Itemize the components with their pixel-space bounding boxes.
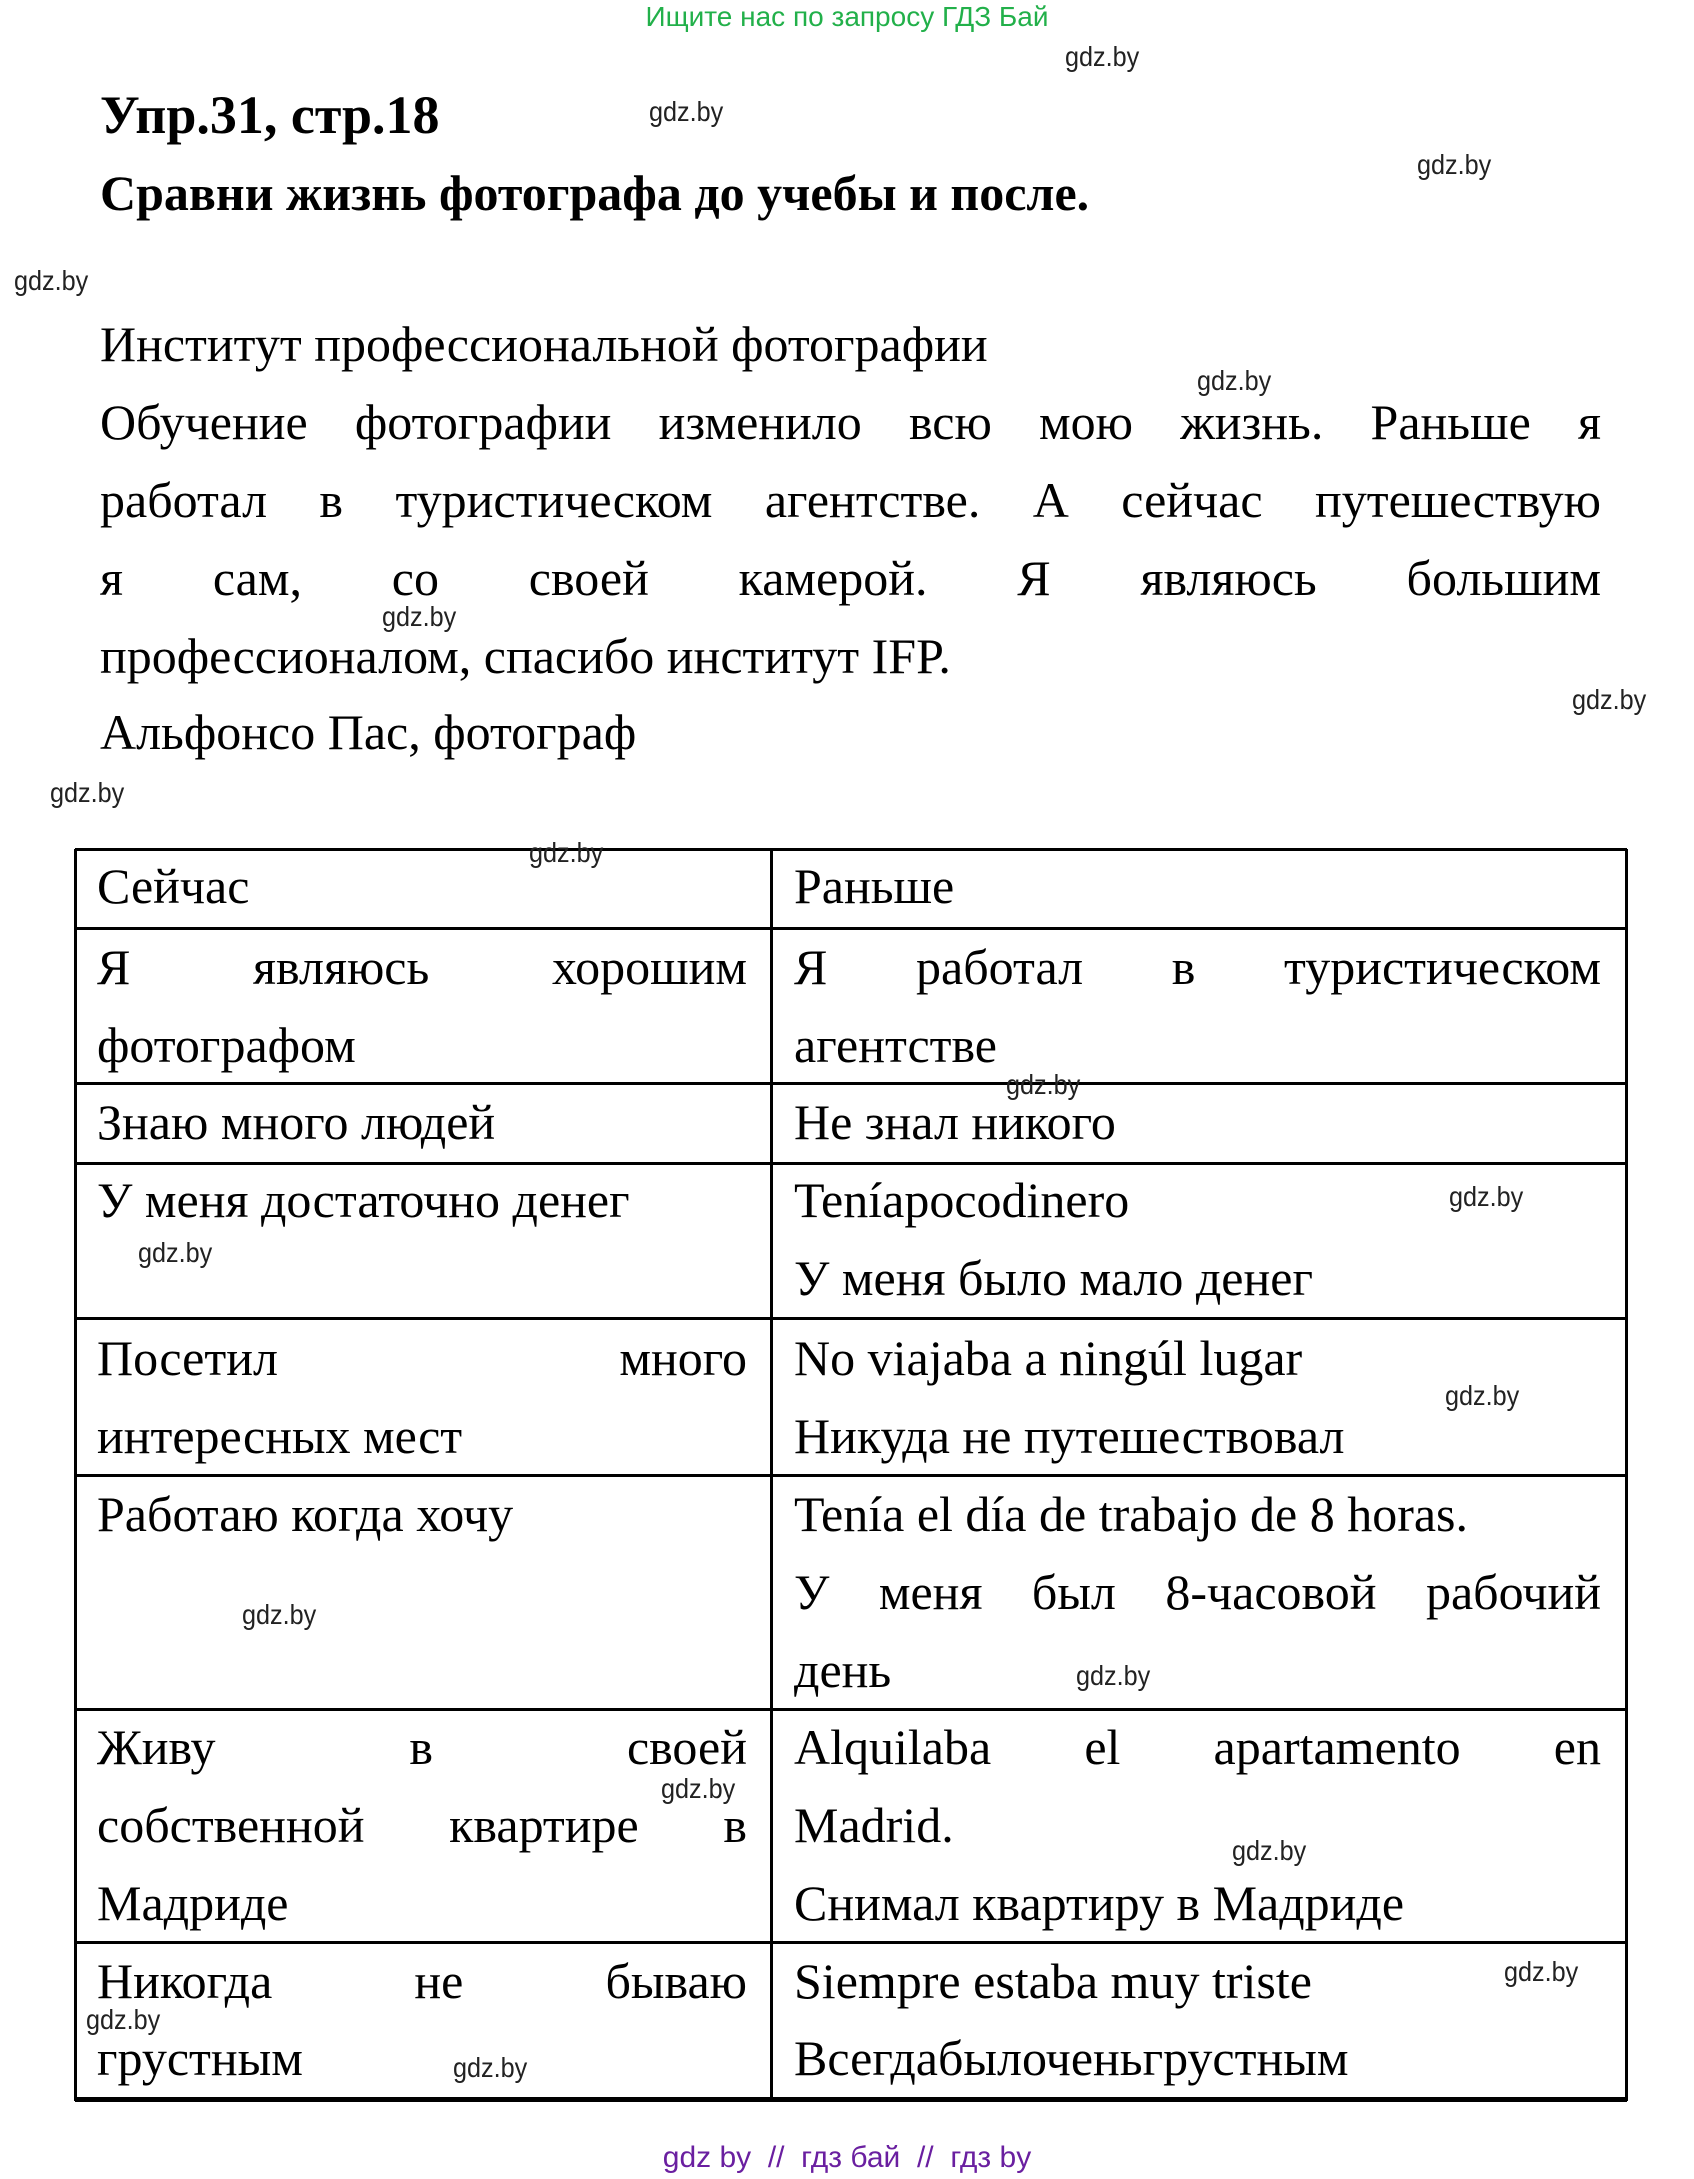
text-line: Обучение фотографии изменило всю мою жизнь. Раньше я [100,394,1601,450]
cell-before: Я работал в туристическом [794,939,1601,995]
watermark: gdz.by [1445,1380,1520,1411]
cell-now: фотографом [97,1017,356,1073]
watermark: gdz.by [529,837,604,868]
watermark: gdz.by [1232,1835,1307,1866]
cell-now: интересных мест [97,1408,463,1464]
watermark: gdz.by [1065,41,1140,72]
text-line: я сам, со своей камерой. Я являюсь большим [100,550,1601,606]
footer-links[interactable]: gdz by // гдз бай // гдз by [662,2141,1032,2174]
cell-before: Alquilaba el apartamento en [794,1719,1601,1775]
cell-now: Никогда не бываю [97,1953,747,2009]
cell-now: собственной квартире в [97,1797,747,1853]
cell-now: Мадриде [97,1875,289,1931]
header-now: Сейчас [97,858,250,914]
watermark: gdz.by [14,265,89,296]
watermark: gdz.by [649,96,724,127]
cell-now: Работаю когда хочу [97,1486,514,1542]
watermark: gdz.by [1076,1660,1151,1691]
banner-link[interactable]: Ищите нас по запросу ГДЗ Бай [645,1,1049,32]
header-before: Раньше [794,858,955,914]
table-border [75,2097,1627,2102]
watermark: gdz.by [661,1773,736,1804]
cell-before: У меня было мало денег [794,1250,1313,1306]
cell-now: У меня достаточно денег [97,1172,630,1228]
cell-before: Tenía el día de trabajo de 8 horas. [794,1486,1468,1542]
cell-before: агентстве [794,1017,998,1073]
cell-before: Madrid. [794,1797,954,1853]
watermark: gdz.by [453,2052,528,2083]
exercise-subtitle: Сравни жизнь фотографа до учебы и после. [100,165,1090,221]
text-heading: Институт профессиональной фотографии [100,316,988,372]
watermark: gdz.by [1449,1181,1524,1212]
watermark: gdz.by [1006,1069,1081,1100]
watermark: gdz.by [1417,149,1492,180]
watermark: gdz.by [138,1237,213,1268]
cell-now: Я являюсь хорошим [97,939,747,995]
watermark: gdz.by [86,2004,161,2035]
watermark: gdz.by [1572,684,1647,715]
watermark: gdz.by [1504,1956,1579,1987]
text-line: работал в туристическом агентстве. А сейчас путешествую [100,472,1601,528]
table-border [1625,849,1628,2101]
watermark: gdz.by [50,777,125,808]
cell-before: Не знал никого [794,1094,1116,1150]
watermark: gdz.by [1197,365,1272,396]
cell-now: Живу в своей [97,1719,747,1775]
watermark: gdz.by [242,1599,317,1630]
table-border [770,849,773,2101]
cell-before: Никуда не путешествовал [794,1408,1345,1464]
cell-before: У меня был 8-часовой рабочий [794,1564,1601,1620]
cell-before: Siempre estaba muy triste [794,1953,1312,2009]
cell-before: Teníapocodinero [794,1172,1130,1228]
exercise-title: Упр.31, стр.18 [100,85,440,145]
watermark: gdz.by [382,601,457,632]
table-border [74,849,77,2101]
cell-now: Посетил много [97,1330,747,1386]
cell-before: Всегдабылоченьгрустным [794,2030,1349,2086]
text-signature: Альфонсо Пас, фотограф [100,704,637,760]
cell-before: No viajaba a ningúl lugar [794,1330,1303,1386]
text-line: профессионалом, спасибо институт IFP. [100,628,951,684]
cell-before: день [794,1642,892,1698]
cell-now: Знаю много людей [97,1094,496,1150]
cell-before: Снимал квартиру в Мадриде [794,1875,1405,1931]
cell-now: грустным [97,2030,303,2086]
